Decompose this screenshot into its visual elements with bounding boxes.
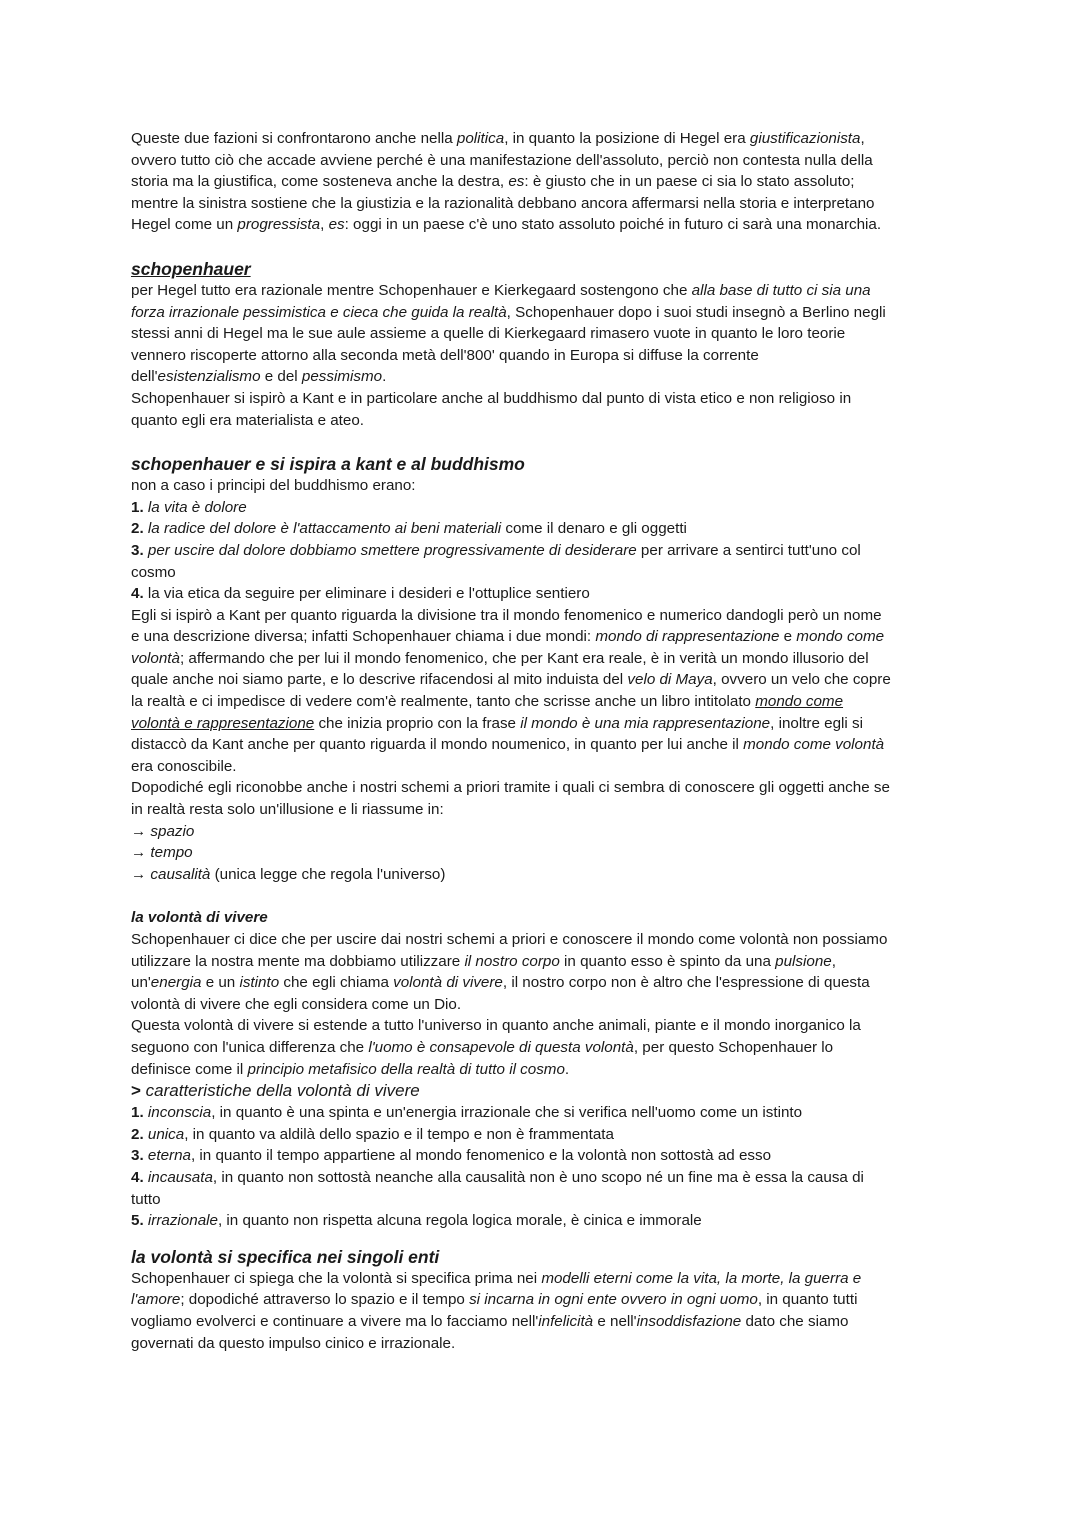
section-heading-singoli-enti: la volontà si specifica nei singoli enti bbox=[131, 1246, 440, 1267]
text-line: Questa volontà di vivere si estende a tutto l'universo in quanto anche animali, piante e il mondo inorganico la bbox=[131, 1017, 861, 1035]
list-item: 1. la vita è dolore bbox=[131, 498, 247, 516]
arrow-right-icon: → bbox=[131, 822, 147, 840]
text-line: cosmo bbox=[131, 563, 176, 581]
text-line: stessi anni di Hegel ma le sue aule assieme a quelle di Kierkegaard rimasero vuote in quanto le loro teorie bbox=[131, 325, 846, 343]
text-line: governati da questo impulso cinico e irrazionale. bbox=[131, 1334, 456, 1352]
text-line: mentre la sinistra sostiene che la giustizia e la razionalità debbano ancora affermarsi nella storia e interpretano bbox=[131, 194, 875, 212]
text-line: in realtà resta solo un'illusione e li riassume in: bbox=[131, 801, 444, 819]
text-line: volontà; affermando che per lui il mondo fenomenico, che per Kant era reale, è in verità un mondo illusorio del bbox=[131, 649, 869, 667]
text-line: Schopenhauer ci spiega che la volontà si specifica prima nei modelli eterni come la vita, la morte, la guerra e bbox=[131, 1269, 862, 1287]
intro-paragraph bbox=[131, 128, 961, 236]
text-line: seguono con l'unica differenza che l'uomo è consapevole di questa volontà, per questo Schopenhauer lo bbox=[131, 1038, 834, 1056]
text-line: volontà di vivere che egli considera come un Dio. bbox=[131, 995, 462, 1013]
text-line: definisce come il principio metafisico della realtà di tutto il cosmo. bbox=[131, 1060, 570, 1078]
list-item: 3. per uscire dal dolore dobbiamo smettere progressivamente di desiderare per arrivare a sentirci tutt'uno col bbox=[131, 541, 861, 559]
list-item: → causalità (unica legge che regola l'universo) bbox=[131, 865, 446, 883]
text-line: quale anche noi siamo parte, e lo descrive rifacendosi al mito induista del velo di Maya, ovvero un velo che copre bbox=[131, 671, 891, 689]
text-line: la realtà e ci impedisce di vedere com'è realmente, tanto che scrisse anche un libro intitolato mondo come bbox=[131, 693, 844, 711]
section-heading-schopenhauer: schopenhauer bbox=[131, 258, 251, 279]
text-line: non a caso i principi del buddhismo erano: bbox=[131, 477, 416, 495]
text-line: utilizzare la nostra mente ma dobbiamo utilizzare il nostro corpo in quanto esso è spinto da una pulsione, bbox=[131, 952, 836, 970]
section-singoli-enti-body bbox=[131, 1268, 961, 1354]
text-line: volontà e rappresentazione che inizia proprio con la frase il mondo è una mia rappresentazione, inoltre egli si bbox=[131, 714, 863, 732]
text-line: quanto egli era materialista e ateo. bbox=[131, 411, 365, 429]
text-line: e una descrizione diversa; infatti Schopenhauer chiama i due mondi: mondo di rappresentazione e mondo come bbox=[131, 628, 885, 646]
list-item: 1. inconscia, in quanto è una spinta e un'energia irrazionale che si verifica nell'uomo come un istinto bbox=[131, 1104, 803, 1122]
text-line: era conoscibile. bbox=[131, 757, 237, 775]
list-item: 3. eterna, in quanto il tempo appartiene al mondo fenomenico e la volontà non sottostà ad esso bbox=[131, 1147, 772, 1165]
text-line: distaccò da Kant anche per quanto riguarda il mondo noumenico, in quanto per lui anche il mondo come volontà bbox=[131, 736, 885, 754]
text-line: tutto bbox=[131, 1190, 161, 1208]
text-line: Egli si ispirò a Kant per quanto riguarda la divisione tra il mondo fenomenico e numerico dandogli però un nome bbox=[131, 606, 882, 624]
subheading-caratteristiche: > caratteristiche della volontà di vivere bbox=[131, 1081, 420, 1101]
list-item: → tempo bbox=[131, 844, 193, 862]
document-page bbox=[131, 128, 961, 1354]
section-schopenhauer-body bbox=[131, 280, 961, 431]
text-line: ovvero tutto ciò che accade avviene perché è una manifestazione dell'assoluto, perciò non contesta nulla della bbox=[131, 151, 873, 169]
text-line: per Hegel tutto era razionale mentre Schopenhauer e Kierkegaard sostengono che alla base di tutto ci sia una bbox=[131, 281, 871, 299]
text-line: Schopenhauer ci dice che per uscire dai nostri schemi a priori e conoscere il mondo come volontà non possiamo bbox=[131, 931, 888, 948]
list-item: → spazio bbox=[131, 822, 195, 840]
section-kant-buddhismo-body bbox=[131, 475, 961, 885]
section-volonta-di-vivere-body bbox=[131, 929, 961, 1232]
list-item: 2. la radice del dolore è l'attaccamento ai beni materiali come il denaro e gli oggetti bbox=[131, 520, 687, 538]
text-line: vennero riscoperte attorno alla seconda metà dell'800' quando in Europa si diffuse la corrente bbox=[131, 346, 759, 364]
section-heading-volonta-di-vivere: la volontà di vivere bbox=[131, 909, 268, 927]
list-item: 5. irrazionale, in quanto non rispetta alcuna regola logica morale, è cinica e immorale bbox=[131, 1212, 702, 1230]
text-line: Queste due fazioni si confrontarono anche nella politica, in quanto la posizione di Hegel era giustificazionista, bbox=[131, 130, 865, 147]
text-line: dell'esistenzialismo e del pessimismo. bbox=[131, 368, 387, 386]
arrow-right-icon: → bbox=[131, 844, 147, 862]
arrow-right-icon: → bbox=[131, 865, 147, 883]
text-line: forza irrazionale pessimistica e cieca che guida la realtà, Schopenhauer dopo i suoi studi insegnò a Berlino negli bbox=[131, 303, 886, 321]
text-line: Dopodiché egli riconobbe anche i nostri schemi a priori tramite i quali ci sembra di conoscere gli oggetti anche se bbox=[131, 779, 890, 797]
text-line: Schopenhauer si ispirò a Kant e in particolare anche al buddhismo dal punto di vista etico e non religioso in bbox=[131, 389, 852, 407]
text-line: l'amore; dopodiché attraverso lo spazio e il tempo si incarna in ogni ente ovvero in ogni uomo, in quanto tutti bbox=[131, 1291, 858, 1309]
text-line: vogliamo evolverci e continuare a vivere ma lo facciamo nell'infelicità e nell'insoddisfazione dato che siamo bbox=[131, 1312, 849, 1330]
text-line: un'energia e un istinto che egli chiama volontà di vivere, il nostro corpo non è altro che l'espressione di questa bbox=[131, 974, 870, 992]
list-item: 4. la via etica da seguire per eliminare i desideri e l'ottuplice sentiero bbox=[131, 585, 590, 603]
text-line: Hegel come un progressista, es: oggi in un paese c'è uno stato assoluto poiché in futuro ci sarà una monarchia. bbox=[131, 216, 882, 234]
list-item: 4. incausata, in quanto non sottostà neanche alla causalità non è uno scopo né un fine ma è essa la causa di bbox=[131, 1168, 864, 1186]
section-heading-kant-buddhismo: schopenhauer e si ispira a kant e al buddhismo bbox=[131, 454, 525, 475]
list-item: 2. unica, in quanto va aldilà dello spazio e il tempo e non è frammentata bbox=[131, 1125, 614, 1143]
text-line: storia ma la giustifica, come sosteneva anche la destra, es: è giusto che in un paese ci sia lo stato assoluto; bbox=[131, 173, 855, 191]
